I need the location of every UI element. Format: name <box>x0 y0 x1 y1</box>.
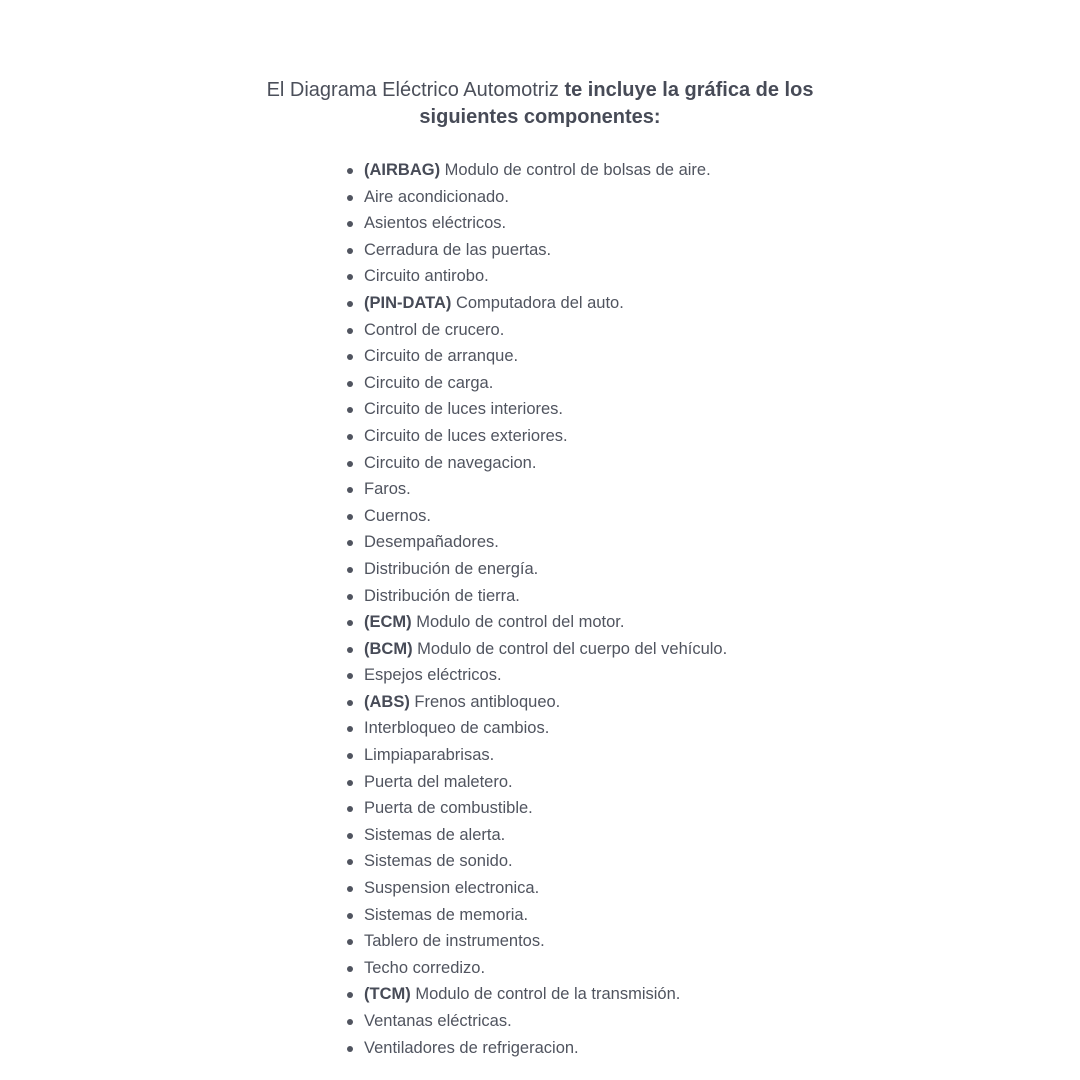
bullet-icon <box>347 301 353 307</box>
item-code: (TCM) <box>364 985 411 1004</box>
item-text: Control de crucero. <box>364 320 505 339</box>
bullet-icon <box>347 620 353 626</box>
item-text: Distribución de tierra. <box>364 586 520 605</box>
bullet-icon <box>347 567 353 573</box>
item-text: Circuito de luces exteriores. <box>364 426 568 445</box>
item-code: (AIRBAG) <box>364 161 441 179</box>
item-text: Modulo de control de bolsas de aire. <box>440 161 711 179</box>
list-item <box>345 609 727 636</box>
list-item <box>345 450 727 477</box>
list-item <box>345 715 727 742</box>
heading-plain-text: El Diagrama Eléctrico Automotriz <box>266 79 565 101</box>
item-text: Puerta del maletero. <box>364 772 513 791</box>
item-text: Ventanas eléctricas. <box>364 1012 512 1030</box>
item-text: Faros. <box>364 480 411 499</box>
bullet-icon <box>347 514 353 520</box>
bullet-icon <box>347 1019 353 1025</box>
bullet-icon <box>347 726 353 732</box>
list-item <box>345 1035 727 1062</box>
item-text: Cerradura de las puertas. <box>364 240 552 259</box>
list-item <box>345 662 727 689</box>
item-text: Asientos eléctricos. <box>364 214 507 233</box>
item-text: Circuito de arranque. <box>364 347 519 366</box>
item-code: (PIN-DATA) <box>364 293 452 312</box>
item-text: Tablero de instrumentos. <box>364 932 545 951</box>
list-item <box>345 1008 727 1035</box>
list-item <box>345 769 727 796</box>
list-item <box>345 529 727 556</box>
list-item <box>345 503 727 530</box>
bullet-icon <box>347 700 353 706</box>
item-text: Distribución de energía. <box>364 559 539 578</box>
list-item <box>345 370 727 397</box>
list-item <box>345 875 727 902</box>
list-item <box>345 343 727 370</box>
item-text: Puerta de combustible. <box>364 799 533 818</box>
bullet-icon <box>347 221 353 227</box>
bullet-icon <box>347 168 353 174</box>
list-item <box>345 396 727 423</box>
list-item <box>345 290 727 317</box>
bullet-icon <box>347 673 353 679</box>
list-item <box>345 742 727 769</box>
list-item <box>345 423 727 450</box>
bullet-icon <box>347 780 353 786</box>
list-item <box>345 237 727 264</box>
bullet-icon <box>347 913 353 919</box>
item-text: Cuernos. <box>364 506 431 525</box>
bullet-icon <box>347 328 353 334</box>
heading-bold-text: te incluye la gráfica de los siguientes componentes: <box>419 79 814 128</box>
item-text: Aire acondicionado. <box>364 187 509 206</box>
bullet-icon <box>347 248 353 254</box>
item-text: Sistemas de memoria. <box>364 905 529 924</box>
item-text: Modulo de control de la transmisión. <box>410 985 681 1004</box>
bullet-icon <box>347 992 353 998</box>
list-item <box>345 556 727 583</box>
item-code: (ABS) <box>364 692 410 711</box>
list-item <box>345 928 727 955</box>
list-item <box>345 689 727 716</box>
item-text: Suspension electronica. <box>364 879 540 898</box>
list-item <box>345 795 727 822</box>
item-text: Desempañadores. <box>364 533 499 552</box>
bullet-icon <box>347 966 353 972</box>
bullet-icon <box>347 487 353 493</box>
item-text: Modulo de control del cuerpo del vehículo. <box>412 639 728 658</box>
bullet-icon <box>347 407 353 413</box>
bullet-icon <box>347 594 353 600</box>
item-text: Computadora del auto. <box>451 293 624 312</box>
list-item <box>345 902 727 929</box>
item-code: (ECM) <box>364 613 412 632</box>
bullet-icon <box>347 886 353 892</box>
bullet-icon <box>347 859 353 865</box>
item-text: Sistemas de sonido. <box>364 852 513 871</box>
list-item <box>345 848 727 875</box>
bullet-icon <box>347 540 353 546</box>
item-text: Circuito de carga. <box>364 373 494 392</box>
item-text: Ventiladores de refrigeracion. <box>364 1038 579 1057</box>
bullet-icon <box>347 381 353 387</box>
list-item <box>345 184 727 211</box>
bullet-icon <box>347 274 353 280</box>
list-item <box>345 210 727 237</box>
bullet-icon <box>347 1046 353 1052</box>
item-code: (BCM) <box>364 639 413 658</box>
item-text: Techo corredizo. <box>364 958 486 977</box>
bullet-icon <box>347 434 353 440</box>
item-text: Circuito antirobo. <box>364 267 489 286</box>
bullet-icon <box>347 753 353 759</box>
bullet-icon <box>347 461 353 467</box>
item-text: Modulo de control del motor. <box>411 613 625 632</box>
bullet-icon <box>347 647 353 653</box>
bullet-icon <box>347 354 353 360</box>
item-text: Limpiaparabrisas. <box>364 746 495 765</box>
list-item <box>345 955 727 982</box>
list-item <box>345 476 727 503</box>
item-text: Interbloqueo de cambios. <box>364 719 550 738</box>
list-item <box>345 822 727 849</box>
bullet-icon <box>347 833 353 839</box>
item-text: Circuito de navegacion. <box>364 453 537 472</box>
bullet-icon <box>347 806 353 812</box>
item-text: Circuito de luces interiores. <box>364 400 563 419</box>
list-item <box>345 157 727 184</box>
components-list <box>345 157 727 1061</box>
bullet-icon <box>347 195 353 201</box>
item-text: Frenos antibloqueo. <box>409 692 561 711</box>
list-item <box>345 636 727 663</box>
bullet-icon <box>347 939 353 945</box>
page-heading <box>220 77 860 131</box>
list-item <box>345 263 727 290</box>
list-item <box>345 583 727 610</box>
list-item <box>345 981 727 1008</box>
item-text: Espejos eléctricos. <box>364 666 502 685</box>
list-item <box>345 317 727 344</box>
item-text: Sistemas de alerta. <box>364 825 506 844</box>
